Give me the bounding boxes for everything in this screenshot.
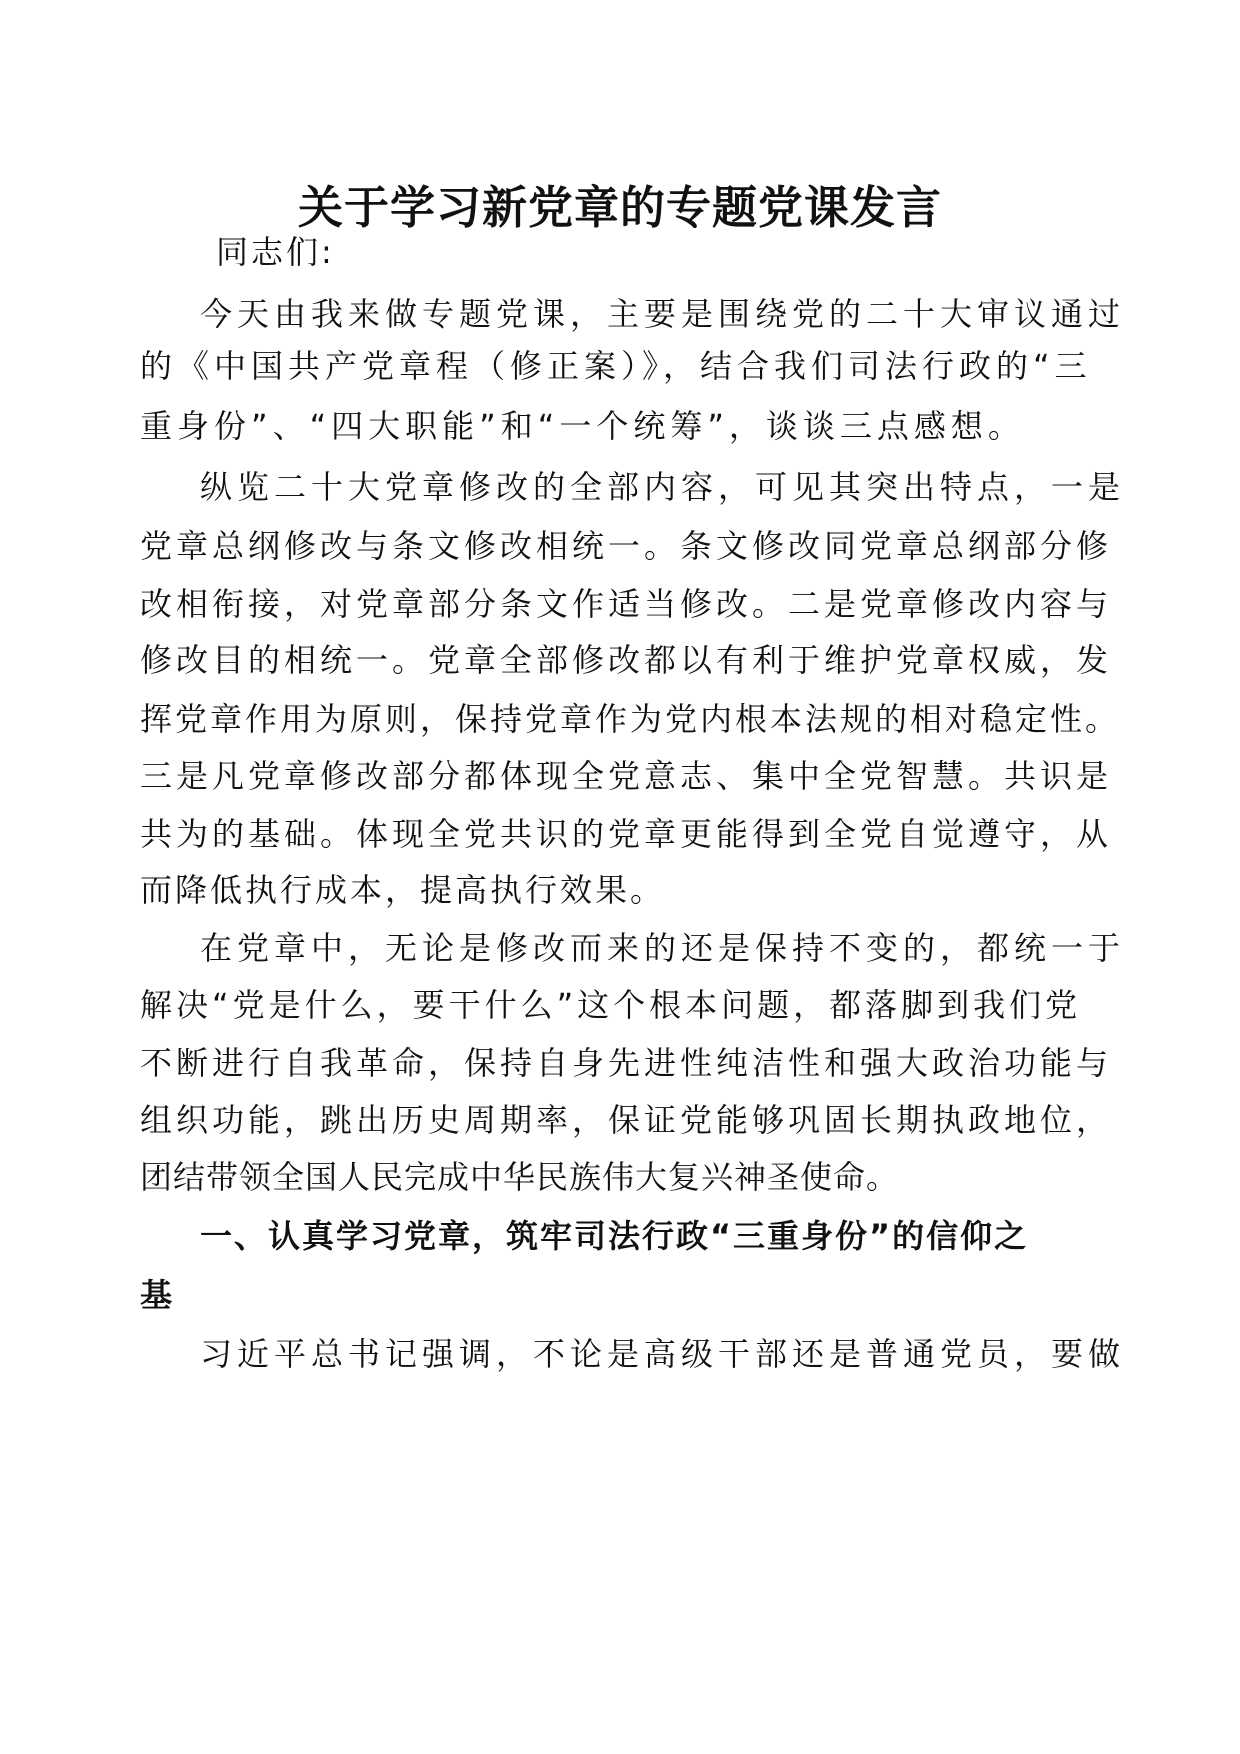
paragraph-2-line-4: 修改目的相统一。党章全部修改都以有利于维护党章权威，发 [140,641,1113,679]
paragraph-3-line-4: 组织功能，跳出历史周期率，保证党能够巩固长期执政地位， [140,1101,1113,1139]
paragraph-2-line-3: 改相衔接，对党章部分条文作适当修改。二是党章修改内容与 [140,585,1113,623]
paragraph-3-line-5: 团结带领全国人民完成中华民族伟大复兴神圣使命。 [140,1158,900,1196]
document-title: 关于学习新党章的专题党课发言 [297,181,942,234]
paragraph-2-line-7: 共为的基础。体现全党共识的党章更能得到全党自觉遵守，从 [140,815,1113,853]
paragraph-2-line-1: 纵览二十大党章修改的全部内容，可见其突出特点，一是 [200,468,1126,506]
section-1-heading-line-2: 基 [140,1276,175,1314]
paragraph-3-line-1: 在党章中，无论是修改而来的还是保持不变的，都统一于 [200,929,1126,967]
paragraph-4-line-1: 习近平总书记强调，不论是高级干部还是普通党员，要做 [200,1335,1126,1373]
paragraph-2-line-6: 三是凡党章修改部分都体现全党意志、集中全党智慧。共识是 [140,757,1113,795]
paragraph-3-line-3: 不断进行自我革命，保持自身先进性纯洁性和强大政治功能与 [140,1044,1113,1082]
paragraph-1-line-1: 今天由我来做专题党课，主要是围绕党的二十大审议通过 [200,295,1126,333]
paragraph-3-line-2: 解决“党是什么，要干什么”这个根本问题，都落脚到我们党 [140,986,1082,1024]
salutation: 同志们: [216,233,335,271]
paragraph-2-line-5: 挥党章作用为原则，保持党章作为党内根本法规的相对稳定性。 [140,700,1121,738]
paragraph-1-line-3: 重身份”、“四大职能”和“一个统筹”，谈谈三点感想。 [140,407,1025,445]
paragraph-2-line-2: 党章总纲修改与条文修改相统一。条文修改同党章总纲部分修 [140,527,1113,565]
paragraph-2-line-8: 而降低执行成本，提高执行效果。 [140,871,666,909]
section-1-heading-line-1: 一、认真学习党章，筑牢司法行政“三重身份”的信仰之 [200,1217,1029,1255]
paragraph-1-line-2: 的《中国共产党章程（修正案）》，结合我们司法行政的“三 [140,347,1092,385]
